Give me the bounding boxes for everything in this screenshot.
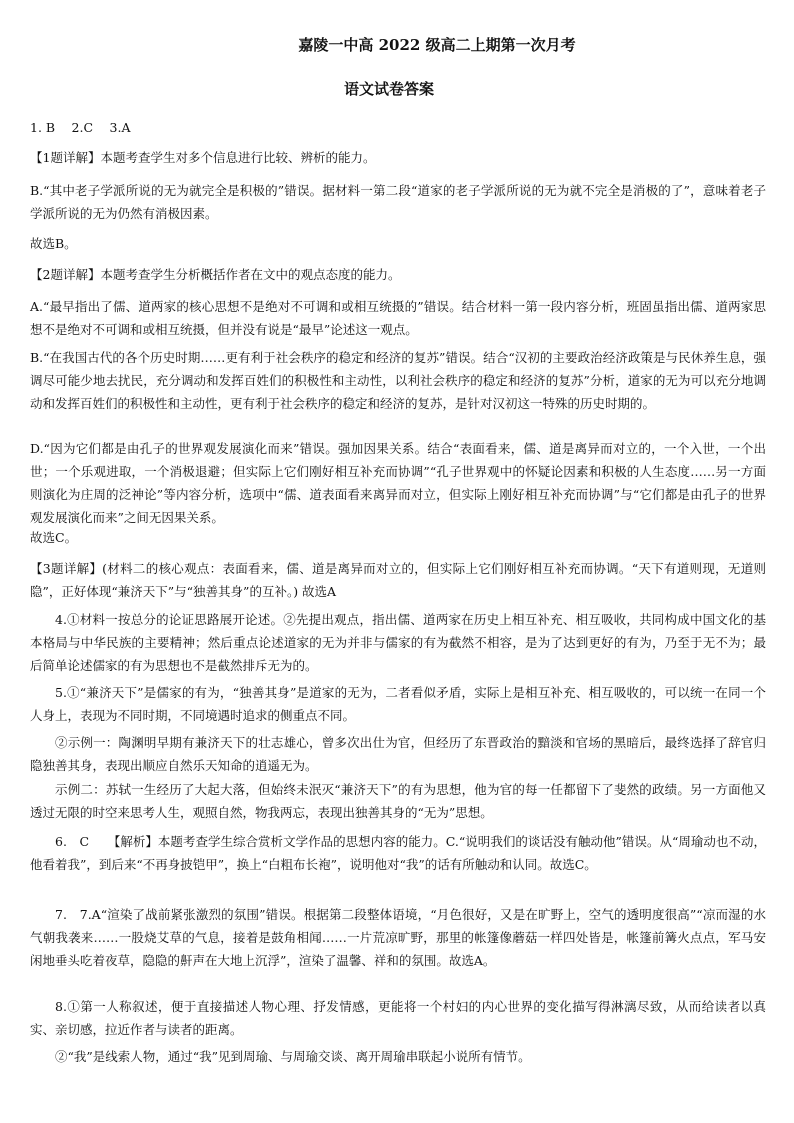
answers-1-3: 1. B 2.C 3.A (30, 120, 131, 135)
exam-title: 嘉陵一中高 2022 级高二上期第一次月考 (298, 36, 576, 54)
q1-analysis-heading: 【1题详解】本题考查学生对多个信息进行比较、辨析的能力。 (30, 150, 376, 165)
q2-option-d: D.“因为它们都是由孔子的世界观发展演化而来”错误。强加因果关系。结合“表面看来，儒、道是离异而对立的，一个入世，一个出世；一个乐观进取，一个消极退避；但实际上它们刚好相互补充而协调”“孔子世界观中的怀疑论因素和积极的人生态度……另一方面则演化为庄周的泛神论”等内容分析，选项中“儒、道表面看来离异而对立，但实际上刚好相互补充而协调”与“它们都是由孔子的世界观发展演化而来”之间无因果关系。 (30, 441, 766, 525)
q2-conclusion: 故选C。 (30, 530, 78, 545)
q4-answer: 4.①材料一按总分的论证思路展开论述。②先提出观点，指出儒、道两家在历史上相互补充、相互吸收，共同构成中国文化的基本格局与中华民族的主要精神；然后重点论述道家的无为并非与儒家的有为截然不相容，是为了达到更好的有为，乃至于无不为；最后简单论述儒家的有为思想也不是截然排斥无为的。 (30, 612, 766, 673)
q3-analysis: 【3题详解】(材料二的核心观点：表面看来，儒、道是离异而对立的，但实际上它们刚好相互补充而协调。“天下有道则现，无道则隐”，正好体现“兼济天下”与“独善其身”的互补。) 故选A (30, 561, 766, 599)
q1-conclusion: 故选B。 (30, 236, 77, 251)
q1-option-b: B.“其中老子学派所说的无为就完全是积极的”错误。据材料一第二段“道家的老子学派所说的无为就不完全是消极的了”，意味着老子学派所说的无为仍然有消极因素。 (30, 183, 766, 221)
q2-analysis-heading: 【2题详解】本题考查学生分析概括作者在文中的观点态度的能力。 (30, 267, 401, 282)
q8-answer-part2: ②“我”是线索人物，通过“我”见到周瑜、与周瑜交谈、离开周瑜串联起小说所有情节。 (55, 1049, 531, 1064)
q6-answer: 6. C 【解析】本题考查学生综合赏析文学作品的思想内容的能力。C.“说明我们的谈话没有触动他”错误。从“周瑜动也不动，他看着我”，到后来“不再身披铠甲”，换上“白粗布长袍”，说明他对“我”的话有所触动和认同。故选C。 (30, 834, 766, 872)
q5-answer-example1: ②示例一：陶渊明早期有兼济天下的壮志雄心，曾多次出仕为官，但经历了东晋政治的黯淡和官场的黑暗后，最终选择了辞官归隐独善其身，表现出顺应自然乐天知命的逍遥无为。 (30, 735, 766, 773)
q8-answer-part1: 8.①第一人称叙述，便于直接描述人物心理、抒发情感，更能将一个村妇的内心世界的变化描写得淋漓尽致，从而给读者以真实、亲切感，拉近作者与读者的距离。 (30, 999, 766, 1037)
q5-answer-example2: 示例二：苏轼一生经历了大起大落，但始终未泯灭“兼济天下”的有为思想，他为官的每一任都留下了斐然的政绩。另一方面他又透过无限的时空来思考人生，观照自然，物我两忘，表现出独善其身的“无为”思想。 (30, 782, 766, 820)
exam-subtitle: 语文试卷答案 (343, 80, 434, 98)
q5-answer-part1: 5.①“兼济天下”是儒家的有为，“独善其身”是道家的无为，二者看似矛盾，实际上是相互补充、相互吸收的，可以统一在同一个人身上，表现为不同时期，不同境遇时追求的侧重点不同。 (30, 685, 766, 723)
q2-option-a: A.“最早指出了儒、道两家的核心思想不是绝对不可调和或相互统摄的”错误。结合材料一第一段内容分析，班固虽指出儒、道两家思想不是绝对不可调和或相互统摄，但并没有说是“最早”论述这一观点。 (30, 299, 766, 337)
q7-answer: 7. 7.A“渲染了战前紧张激烈的氛围”错误。根据第二段整体语境，“月色很好，又是在旷野上，空气的透明度很高”“凉而湿的水气朝我袭来……一股烧艾草的气息，接着是鼓角相闻……一片荒凉旷野，那里的帐篷像蘑菇一样四处皆是，帐篷前篝火点点，军马安闲地垂头吃着夜草，隐隐的鼾声在大地上沉浮”，渲染了温馨、祥和的氛围。故选A。 (30, 907, 766, 968)
q2-option-b: B.“在我国古代的各个历史时期……更有利于社会秩序的稳定和经济的复苏”错误。结合“汉初的主要政治经济政策是与民休养生息，强调尽可能少地去扰民，充分调动和发挥百姓们的积极性和主动性，以利社会秩序的稳定和经济的复苏”分析，道家的无为可以充分地调动和发挥百姓们的积极性和主动性，更有利于社会秩序的稳定和经济的复苏，是针对汉初这一特殊的历史时期的。 (30, 350, 766, 411)
